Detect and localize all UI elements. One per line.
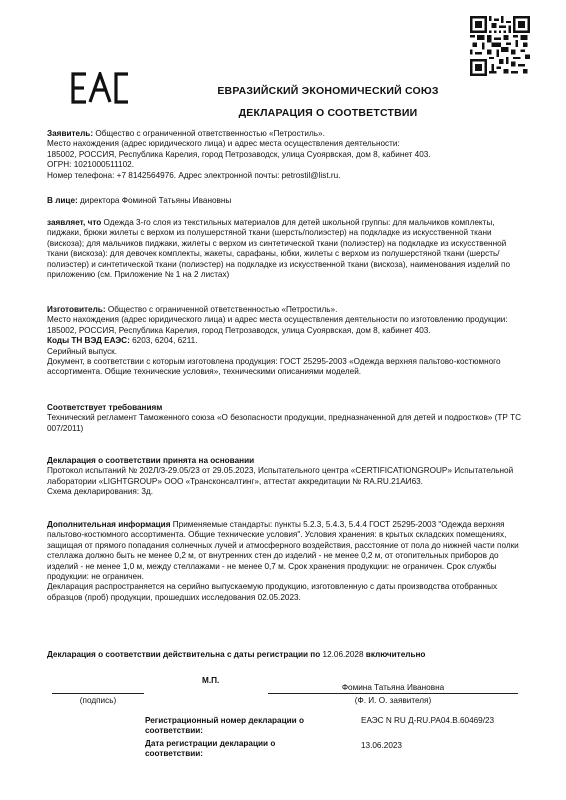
document-title: ДЕКЛАРАЦИЯ О СООТВЕТСТВИИ [238, 107, 418, 119]
manufacturer-name: Общество с ограниченной ответственностью «Петростиль». [105, 305, 338, 314]
additional-label: Дополнительная информация [47, 520, 171, 529]
validity-suffix: включительно [365, 650, 426, 659]
manufacturer-address: Место нахождения (адрес юридического лица) и адрес места осуществления деятельности по изготовлению продукции: 185002, РОССИЯ, Республика Карелия, город Петрозаводск, улица Суоярвская, дом 8, кабинет 403. [47, 315, 508, 335]
qr-code-icon [470, 16, 530, 76]
applicant-section [47, 129, 529, 181]
applicant-contacts: Номер телефона: +7 8142564976. Адрес электронной почты: petrostil@list.ru. [47, 170, 341, 180]
signer-name-line [268, 693, 518, 694]
stamp-place-label: М.П. [202, 676, 220, 685]
declares-section [47, 218, 529, 280]
validity-section [47, 650, 529, 660]
person-value: директора Фоминой Татьяны Ивановны [77, 196, 232, 205]
additional-text: Применяемые стандарты: пункты 5.2.3, 5.4.3, 5.4.4 ГОСТ 25295-2003 "Одежда верхняя пальтово-костюмного ассортимента. Общие технические условия". Условия хранения: в крытых складских помещениях, защищая от прямого попадания солнечных лучей и атмосферного воздействия, расстояние от пола до нижней части полки стеллажа должно быть не менее 0,2 м, от внутренних стен до изделий - не менее 0,2 м, от отопительных приборов до изделий - не менее 1,0 м, между стеллажами - не менее 0,7 м. Срок хранения продукции: не ограничен. Срок службы продукции: не ограничен. [47, 520, 519, 582]
basis-section [47, 456, 529, 498]
union-title: ЕВРАЗИЙСКИЙ ЭКОНОМИЧЕСКИЙ СОЮЗ [217, 85, 439, 97]
signature-caption: (подпись) [79, 696, 117, 705]
validity-prefix: Декларация о соответствии действительна с даты регистрации по [47, 650, 321, 659]
declares-text: Одежда 3-го слоя из текстильных материалов для детей школьной группы: для мальчиков комплекты, пиджаки, брюки жилеты с верхом из полушерстяной ткани (шерсть/полиэстер) на подкладке из искусственной ткани (вискоза); для мальчиков пиджаки, жилеты с верхом из синтетической ткани (полиэстер) на подкладке из искусственной ткани (вискоза): для девочек комплекты, жакеты, сарафаны, юбки, жилеты с верхом из полушерстяной ткани (шерсть/полиэстер) и синтетической ткани (полиэстер) на подкладке из искусственной ткани (вискоза), наименования изделий по приложению (см. Приложение № 1 на 2 листах) [47, 218, 511, 280]
applicant-address-line: Место нахождения (адрес юридического лица) и адрес места осуществления деятельности: [47, 139, 400, 149]
registration-number-label: Регистрационный номер декларации о соответствии: [145, 716, 304, 736]
applicant-address: 185002, РОССИЯ, Республика Карелия, город Петрозаводск, улица Суоярвская, дом 8, кабинет 403. [47, 149, 431, 159]
basis-scheme: Схема декларирования: 3д. [47, 487, 153, 497]
signer-caption: (Ф. И. О. заявителя) [354, 696, 432, 705]
registration-date-label: Дата регистрации декларации о соответствии: [145, 739, 276, 759]
additional-text-2: Декларация распространяется на серийно выпускаемую продукцию, изготовленную с даты производства отобранных образцов (проб) продукции, прошедших исследования 02.05.2023. [47, 582, 498, 602]
additional-section [47, 520, 529, 603]
signature-line [52, 693, 144, 694]
declares-label: заявляет, что [47, 218, 102, 227]
registration-number-value: ЕАЭС N RU Д-RU.РА04.В.60469/23 [361, 716, 495, 725]
serial-text: Серийный выпуск. [47, 346, 118, 356]
manufacturer-section [47, 305, 529, 378]
validity-date: 12.06.2028 [320, 650, 366, 659]
manufacturer-label: Изготовитель: [47, 305, 106, 314]
requirements-section [47, 403, 529, 434]
registration-date-value: 13.06.2023 [361, 741, 402, 750]
applicant-ogrn: ОГРН: 1021000511102. [47, 160, 134, 170]
applicant-label: Заявитель: [47, 129, 94, 138]
requirements-label: Соответствует требованиям [47, 403, 163, 412]
codes-value: 6203, 6204, 6211. [129, 336, 198, 346]
signer-name: Фомина Татьяна Ивановна [341, 683, 445, 692]
person-section [47, 196, 529, 206]
manufacturer-document: Документ, в соответствии с которым изготовлена продукция: ГОСТ 25295-2003 «Одежда верхняя пальтово-костюмного ассортимента. Общие технические условия», техническими описаниями моделей. [47, 357, 501, 377]
person-label: В лице: [47, 196, 78, 205]
basis-text: Протокол испытаний № 202Л/3-29.05/23 от 29.05.2023, Испытательного центра «CERTIFICATIONGROUP» Испытательной лаборатории «LIGHTGROUP» ООО «Трансконсалтинг», аттестат аккредитации № RA.RU.21АИ63. [47, 466, 514, 486]
applicant-name: Общество с ограниченной ответственностью «Петростиль». [93, 129, 325, 138]
requirements-text: Технический регламент Таможенного союза «О безопасности продукции, предназначенной для детей и подростков» (ТР ТС 007/2011) [47, 413, 522, 433]
codes-label: Коды ТН ВЭД ЕАЭС: [47, 336, 130, 346]
basis-label: Декларация о соответствии принята на основании [47, 456, 255, 465]
